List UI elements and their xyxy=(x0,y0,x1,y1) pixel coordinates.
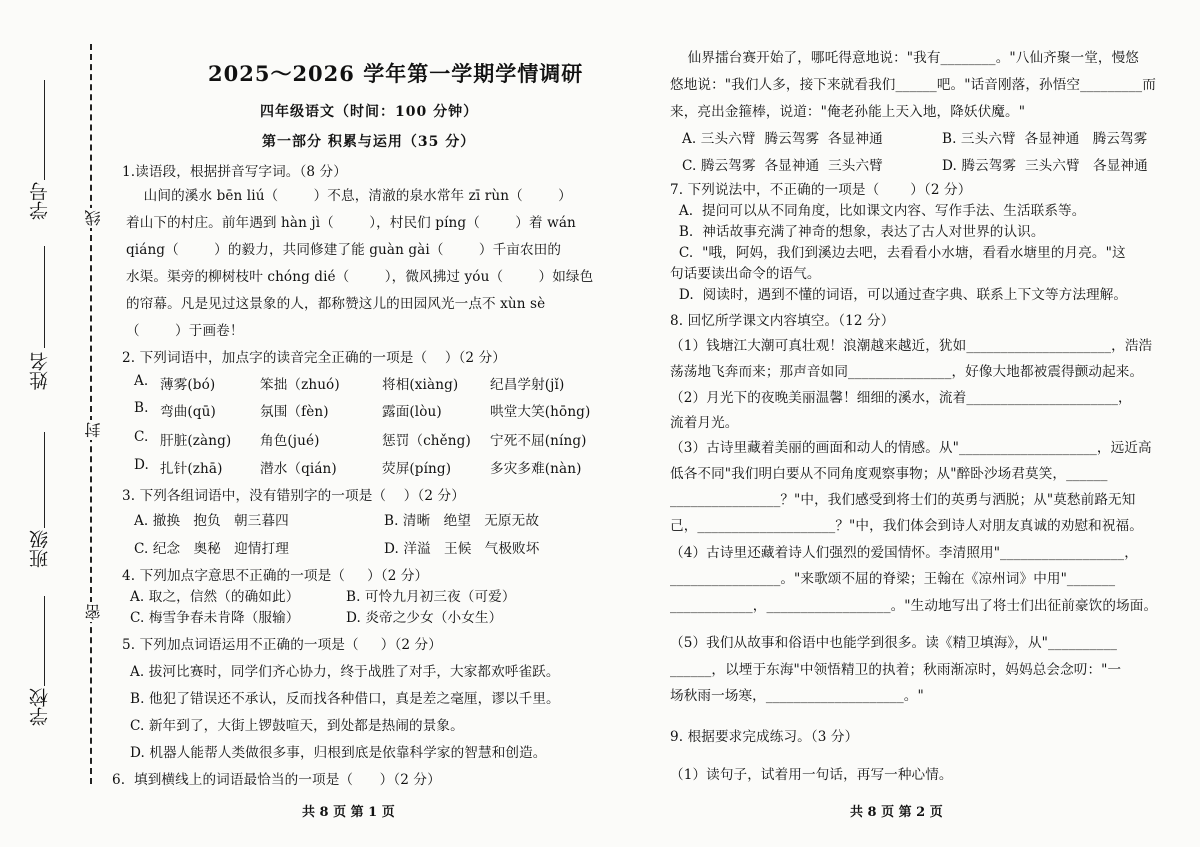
word-cell: 纪昌学射(jǐ) xyxy=(490,377,565,393)
word-cell: 惩罚（chěng) xyxy=(382,433,471,449)
q1-line[interactable]: qiáng（ ）的毅力，共同修建了能 guàn gài（ ）千亩农田的 xyxy=(126,242,562,258)
q2-stem: 2. 下列词语中，加点字的读音完全正确的一项是（ ）（2 分） xyxy=(122,350,506,366)
word-cell: 将相(xiàng) xyxy=(382,377,459,393)
q7-option-b[interactable]: B. 神话故事充满了神奇的想象，表达了古人对世界的认识。 xyxy=(670,224,1045,240)
word-cell: 潜水（qián) xyxy=(260,461,337,477)
class-blank[interactable] xyxy=(44,432,45,528)
word-cell: 角色(jué) xyxy=(260,433,320,449)
q5-option-b[interactable]: B. 他犯了错误还不承认，反而找各种借口，真是差之毫厘，谬以千里。 xyxy=(130,691,560,707)
q8-line[interactable]: ________________？"中，我们感受到将士们的英勇与洒脱；从"莫愁前路无知 xyxy=(670,492,1136,508)
option-letter[interactable]: B. xyxy=(134,400,149,416)
q3-option-b[interactable]: B. 清晰 绝望 无原无故 xyxy=(384,513,540,529)
q7-option-a[interactable]: A. 提问可以从不同角度，比如课文内容、写作手法、生活联系等。 xyxy=(670,203,1086,219)
q9-stem: 9. 根据要求完成练习。（3 分） xyxy=(670,729,859,745)
school-blank[interactable] xyxy=(44,596,45,686)
q6-option-a[interactable]: A. 三头六臂 腾云驾雾 各显神通 xyxy=(682,131,883,147)
q6-stem: 6. 填到横线上的词语最恰当的一项是（ ）（2 分） xyxy=(112,772,441,788)
name-label: 姓名 xyxy=(29,352,51,390)
q6-passage-line[interactable]: 仙界擂台赛开始了，哪吒得意地说："我有________。"八仙齐聚一堂，慢悠 xyxy=(670,50,1139,66)
class-label: 班级 xyxy=(29,530,51,568)
q6-option-c[interactable]: C. 腾云驾雾 各显神通 三头六臂 xyxy=(682,158,883,174)
q4-stem: 4. 下列加点字意思不正确的一项是（ ）（2 分） xyxy=(122,568,429,584)
q8-line[interactable]: （1）钱塘江大潮可真壮观！浪潮越来越近，犹如_____________________，浩浩 xyxy=(670,338,1153,354)
q6-option-d[interactable]: D. 腾云驾雾 三头六臂 各显神通 xyxy=(942,158,1148,174)
q1-line[interactable]: 着山下的村庄。前年遇到 hàn jì（ ），村民们 píng（ ）着 wán xyxy=(126,215,576,231)
q8-line: 流着月光。 xyxy=(670,415,739,431)
q7-stem: 7. 下列说法中，不正确的一项是（ ）（2 分） xyxy=(670,182,972,198)
q4-option-b[interactable]: B. 可怜九月初三夜（可爱） xyxy=(346,589,516,605)
student-no-blank[interactable] xyxy=(44,80,45,180)
word-cell: 露面(lòu) xyxy=(382,404,442,420)
q5-option-a[interactable]: A. 拔河比赛时，同学们齐心协力，终于战胜了对手，大家都欢呼雀跃。 xyxy=(130,664,560,680)
q4-option-a[interactable]: A. 取之，信然（的确如此） xyxy=(130,589,300,605)
word-cell: 肝脏(zàng) xyxy=(160,433,232,449)
q8-line[interactable]: 己，____________________？"中，我们体会到诗人对朋友真诚的劝慰和祝福。 xyxy=(670,518,1143,534)
q9-sub1: （1）读句子，试着用一句话，再写一种心情。 xyxy=(670,767,953,783)
q5-option-c[interactable]: C. 新年到了，大街上锣鼓喧天，到处都是热闹的景象。 xyxy=(130,718,464,734)
q8-line[interactable]: 场秋雨一场寒，____________________。" xyxy=(670,688,924,704)
q8-line[interactable]: （2）月光下的夜晚美丽温馨！细细的溪水，流着______________________， xyxy=(670,390,1132,406)
q8-line[interactable]: 低各不同"我们明白要从不同角度观察事物；从"醉卧沙场君莫笑，______ xyxy=(670,466,1108,482)
seal-secret-mark: 密 xyxy=(84,604,103,620)
word-cell: 扎针(zhā) xyxy=(160,461,223,477)
q1-line[interactable]: 山间的溪水 bēn liú（ ）不息，清澈的泉水常年 zī rùn（ ） xyxy=(126,188,572,204)
word-cell: 宁死不屈(níng) xyxy=(490,433,587,449)
q6-passage-line[interactable]: 悠地说："我们人多，接下来就看我们______吧。"话音刚落，孙悟空_________而 xyxy=(670,77,1156,93)
q4-option-d[interactable]: D. 炎帝之少女（小女生） xyxy=(346,610,503,626)
option-letter[interactable]: C. xyxy=(134,429,149,445)
q8-line[interactable]: ____________，__________________。"生动地写出了将士们出征前豪饮的场面。 xyxy=(670,598,1158,614)
q7-option-c[interactable]: C. "哦，阿妈，我们到溪边去吧，去看看小水塘，看看水塘里的月亮。"这 xyxy=(670,245,1126,261)
q5-stem: 5. 下列加点词语运用不正确的一项是（ ）（2 分） xyxy=(122,637,442,653)
exam-title: 2025～2026 学年第一学期学情调研 xyxy=(208,61,584,86)
q8-line[interactable]: ______，以堙于东海"中领悟精卫的执着；秋雨渐凉时，妈妈总会念叨："一 xyxy=(670,662,1122,678)
q1-line[interactable]: 的帘幕。凡是见过这景象的人，都称赞这儿的田园风光一点不 xùn sè xyxy=(126,296,546,312)
word-cell: 氛围（fèn) xyxy=(260,404,329,420)
q6-option-b[interactable]: B. 三头六臂 各显神通 腾云驾雾 xyxy=(942,131,1148,147)
seal-seal-mark: 封 xyxy=(84,422,103,438)
student-no-label: 学号 xyxy=(29,182,51,220)
binding-dashed-line xyxy=(90,44,92,784)
word-cell: 多灾多难(nàn) xyxy=(490,461,582,477)
q3-option-c[interactable]: C. 纪念 奥秘 迎情打理 xyxy=(134,541,289,557)
name-blank[interactable] xyxy=(44,246,45,348)
option-letter[interactable]: A. xyxy=(134,373,149,389)
q8-line[interactable]: （4）古诗里还藏着诗人们强烈的爱国情怀。李清照用"__________________， xyxy=(670,545,1138,561)
exam-subtitle: 四年级语文（时间：100 分钟） xyxy=(260,104,479,120)
school-label: 学校 xyxy=(29,688,51,726)
q8-stem: 8. 回忆所学课文内容填空。（12 分） xyxy=(670,313,895,329)
word-cell: 荧屏(píng) xyxy=(382,461,452,477)
page-footer: 共 8 页 第 2 页 xyxy=(850,805,943,820)
q3-option-a[interactable]: A. 撤换 抱负 朝三暮四 xyxy=(134,513,289,529)
seal-line-mark: 线 xyxy=(84,210,103,226)
option-letter[interactable]: D. xyxy=(134,457,149,473)
q4-option-c[interactable]: C. 梅雪争春未肯降（服输） xyxy=(130,610,300,626)
q8-line[interactable]: （3）古诗里藏着美丽的画面和动人的情感。从"____________________，远近高 xyxy=(670,440,1152,456)
part-heading: 第一部分 积累与运用（35 分） xyxy=(262,134,476,150)
binding-margin xyxy=(0,0,110,847)
word-cell: 哄堂大笑(hōng) xyxy=(490,404,591,420)
q5-option-d[interactable]: D. 机器人能帮人类做很多事，归根到底是依靠科学家的智慧和创造。 xyxy=(130,745,547,761)
q6-passage-line: 来，亮出金箍棒，说道："俺老孙能上天入地，降妖伏魔。" xyxy=(670,104,1026,120)
q3-option-d[interactable]: D. 洋溢 王候 气极败坏 xyxy=(384,541,540,557)
q8-line[interactable]: 荡荡地飞奔而来；那声音如同_______________，好像大地都被震得颤动起来。 xyxy=(670,364,1144,380)
q8-line[interactable]: （5）我们从故事和俗语中也能学到很多。读《精卫填海》，从"__________ xyxy=(670,635,1117,651)
q1-line[interactable]: 水渠。渠旁的柳树枝叶 chóng dié（ ），微风拂过 yóu（ ）如绿色 xyxy=(126,269,594,285)
q7-option-d[interactable]: D. 阅读时，遇到不懂的词语，可以通过查字典、联系上下文等方法理解。 xyxy=(670,287,1128,303)
word-cell: 笨拙（zhuó) xyxy=(260,377,340,393)
word-cell: 薄雾(bó) xyxy=(160,377,216,393)
page-footer: 共 8 页 第 1 页 xyxy=(302,805,395,820)
word-cell: 弯曲(qū) xyxy=(160,404,216,420)
q3-stem: 3. 下列各组词语中，没有错别字的一项是（ ）（2 分） xyxy=(122,488,465,504)
q8-line[interactable]: ________________。"来歌颂不屈的脊梁；王翰在《凉州词》中用"_______ xyxy=(670,571,1116,587)
q1-stem: 1.读语段，根据拼音写字词。（8 分） xyxy=(122,164,347,180)
q1-line[interactable]: （ ）于画卷！ xyxy=(126,323,244,339)
q7-option-c-cont: 句话要读出命令的语气。 xyxy=(670,266,821,282)
